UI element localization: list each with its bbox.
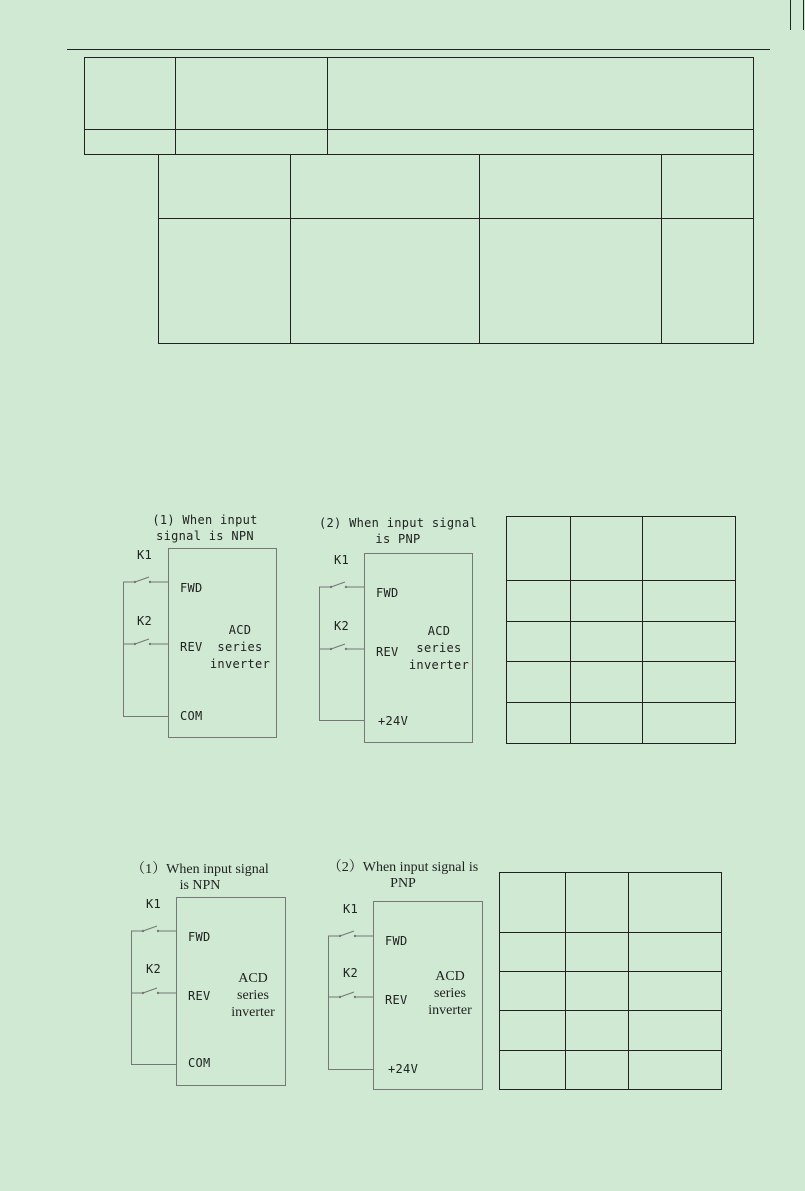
table-cell [479,154,662,219]
switch-k1-icon [123,577,173,589]
k1-label: K1 [146,897,162,911]
terminal-plus24: +24V [388,1062,419,1076]
terminal-com: COM [188,1056,211,1070]
k1-label: K1 [137,548,153,562]
terminal-rev: REV [180,640,203,654]
k1-label: K1 [334,553,350,567]
table-cell [570,621,643,662]
table-cell [628,971,722,1011]
table-cell [499,971,566,1011]
wire [319,720,364,721]
table-cell [499,872,566,933]
table-cell [506,516,571,581]
table-cell [628,1010,722,1051]
table-cell [661,218,754,344]
table-cell [570,516,643,581]
table-cell [175,57,328,130]
table-cell [175,129,328,155]
k2-label: K2 [137,614,153,628]
table-cell [642,702,736,744]
table-cell [628,872,722,933]
inverter-label: ACD series inverter [408,624,470,672]
k2-label: K2 [334,619,350,633]
table-cell [565,1050,629,1090]
inverter-label: ACD series inverter [428,969,472,1018]
table-cell [642,516,736,581]
switch-k1-icon [319,582,369,594]
switch-k2-icon [131,988,181,1000]
table-cell [506,580,571,622]
k1-label: K1 [343,902,359,916]
switch-k2-icon [328,992,378,1004]
table-cell [565,1010,629,1051]
table-cell [84,57,176,130]
terminal-fwd: FWD [376,586,399,600]
table-cell [506,661,571,703]
inverter-label: ACD series inverter [209,623,271,671]
table-cell [499,1050,566,1090]
wire [131,1064,176,1065]
switch-k2-icon [123,639,173,651]
table-cell [84,129,176,155]
table-cell [565,872,629,933]
caption-npn: (1) When input signal is NPN [152,513,258,543]
table-cell [565,971,629,1011]
table-cell [479,218,662,344]
table-cell [290,218,480,344]
table-cell [158,218,291,344]
terminal-rev: REV [376,645,399,659]
table-cell [565,932,629,972]
table-cell [642,621,736,662]
terminal-fwd: FWD [180,581,203,595]
wire [131,931,132,1065]
page-number-tick [790,0,804,30]
wire [123,716,168,717]
table-cell [327,129,754,155]
table-cell [499,932,566,972]
wire [328,936,329,1070]
inverter-label: ACD series inverter [231,971,275,1020]
terminal-rev: REV [385,993,408,1007]
table-cell [628,932,722,972]
table-cell [570,580,643,622]
table-cell [327,57,754,130]
terminal-plus24: +24V [378,714,409,728]
table-cell [290,154,480,219]
k2-label: K2 [146,962,162,976]
terminal-com: COM [180,709,203,723]
switch-k1-icon [328,931,378,943]
table-cell [628,1050,722,1090]
table-cell [506,702,571,744]
table-cell [661,154,754,219]
switch-k1-icon [131,926,181,938]
header-rule [67,49,770,50]
table-cell [499,1010,566,1051]
terminal-fwd: FWD [188,930,211,944]
wire [319,587,320,721]
caption-pnp: （2）When input signal is PNP [327,860,479,891]
table-cell [642,580,736,622]
wire [123,582,124,717]
caption-npn: （1）When input signal is NPN [131,862,269,893]
caption-pnp: (2) When input signal is PNP [318,516,478,546]
table-cell [158,154,291,219]
k2-label: K2 [343,966,359,980]
terminal-fwd: FWD [385,934,408,948]
table-cell [642,661,736,703]
table-cell [506,621,571,662]
switch-k2-icon [319,644,369,656]
wire [328,1069,373,1070]
table-cell [570,702,643,744]
terminal-rev: REV [188,989,211,1003]
table-cell [570,661,643,703]
